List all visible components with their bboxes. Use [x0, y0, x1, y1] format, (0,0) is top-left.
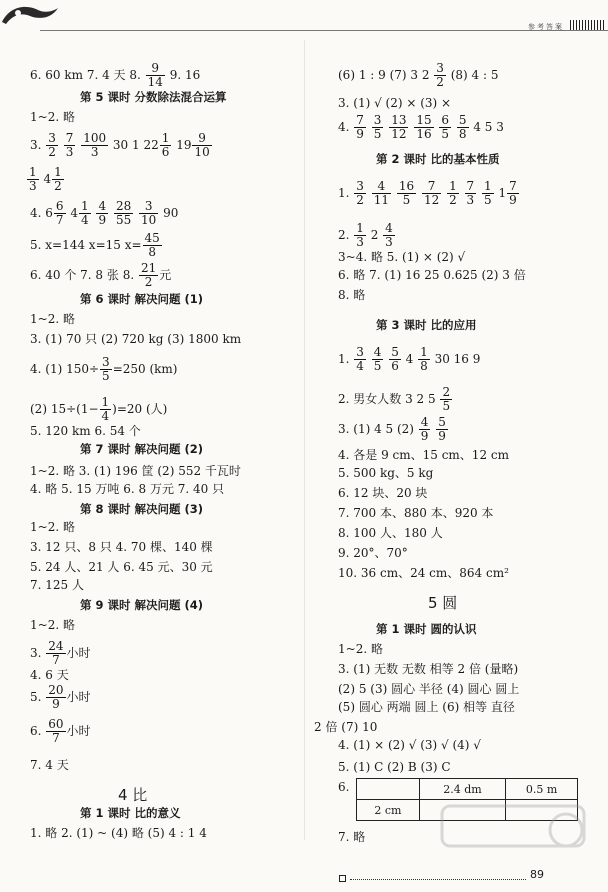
answer-line	[338, 114, 504, 141]
fraction-denominator: 8	[148, 245, 156, 259]
answer-line	[338, 96, 451, 110]
section-heading: 第 3 课时 比的应用	[376, 318, 477, 332]
answer-text: 1.	[338, 186, 354, 200]
answer-line	[338, 466, 433, 480]
answer-line	[338, 682, 519, 696]
answer-text: 6. 12 块、20 块	[338, 486, 428, 500]
answer-line	[30, 132, 213, 159]
answer-text: 5. 24 人、21 人 6. 45 元、30 元	[30, 560, 213, 574]
fraction	[46, 684, 65, 711]
fraction	[139, 262, 158, 289]
fraction-numerator: 3	[436, 61, 444, 75]
fraction	[54, 200, 66, 227]
fraction-numerator: 1	[420, 345, 428, 359]
answer-text: 1~2. 略	[30, 520, 75, 534]
answer-text	[92, 206, 96, 220]
answer-text: 1~2. 略	[338, 642, 383, 656]
answer-line	[30, 540, 213, 554]
fraction-denominator: 12	[391, 127, 407, 141]
answer-line	[30, 520, 75, 534]
answer-line	[30, 262, 171, 289]
fraction	[64, 132, 76, 159]
answer-line	[26, 166, 65, 193]
fraction	[81, 132, 108, 159]
section-heading: 第 6 课时 解决问题 (1)	[80, 292, 204, 306]
fraction	[354, 180, 366, 207]
answer-line	[338, 830, 365, 844]
fraction-denominator: 6	[391, 359, 399, 373]
answer-line	[338, 760, 451, 774]
fraction	[434, 62, 446, 89]
fraction-numerator: 6	[441, 113, 450, 127]
fraction	[418, 346, 430, 373]
fraction-numerator: 45	[144, 231, 160, 245]
page-number: 89	[530, 868, 544, 881]
answer-text: 8. 100 人、180 人	[338, 526, 443, 540]
fraction-denominator: 10	[194, 145, 210, 159]
answer-text	[452, 120, 456, 134]
fraction-denominator: 8	[458, 127, 467, 141]
answer-line	[338, 222, 396, 249]
answer-line	[30, 578, 84, 592]
fraction	[507, 180, 519, 207]
fraction-denominator: 2	[449, 193, 457, 207]
answer-text: 4. (1) × (2) √ (3) √ (4) √	[338, 738, 481, 752]
answer-line	[338, 346, 480, 373]
answer-line	[30, 560, 213, 574]
fraction-numerator: 3	[48, 131, 56, 145]
fraction-denominator: 5	[373, 127, 382, 141]
fraction-denominator: 12	[423, 193, 440, 207]
fraction	[192, 132, 211, 159]
fraction-numerator: 3	[102, 355, 110, 369]
answer-line	[30, 482, 224, 496]
fraction-numerator: 9	[146, 62, 165, 76]
fraction-denominator: 9	[509, 193, 517, 207]
fraction	[114, 200, 133, 227]
fraction	[389, 114, 408, 141]
answer-line	[338, 546, 408, 560]
fraction	[372, 114, 384, 141]
fraction	[354, 346, 366, 373]
fraction	[414, 114, 433, 141]
answer-text: 3.	[30, 646, 46, 660]
answer-text: 3. (1) 70 只 (2) 720 kg (3) 1800 km	[30, 332, 242, 346]
fraction	[439, 114, 451, 141]
ink-brush-icon	[0, 0, 60, 30]
fraction	[419, 416, 431, 443]
answer-text	[109, 206, 113, 220]
answer-text: 9. 16	[165, 68, 201, 82]
fraction-denominator: 3	[466, 193, 475, 207]
answer-text	[367, 120, 371, 134]
fraction-denominator: 9	[52, 697, 60, 711]
fraction-numerator: 3	[373, 113, 382, 127]
answer-line	[30, 718, 91, 745]
fraction-numerator: 100	[83, 131, 107, 145]
fraction-numerator: 4	[420, 415, 429, 429]
answer-text: 小时	[66, 646, 91, 660]
column-divider	[304, 40, 305, 840]
answer-text: 6.	[338, 780, 350, 794]
section-heading: 第 5 课时 分数除法混合运算	[80, 90, 227, 104]
answer-text: 1. 略 2. (1) ~ (4) 略 (5) 4 : 1 4	[30, 826, 207, 840]
fraction-numerator: 3	[356, 345, 364, 359]
answer-text: 小时	[66, 690, 91, 704]
fraction-numerator: 1	[29, 165, 37, 179]
answer-text: 5. x=144 x=15 x=	[30, 238, 142, 252]
fraction-numerator: 7	[422, 180, 441, 194]
answer-line	[338, 700, 515, 714]
answer-line	[338, 416, 449, 443]
fraction-denominator: 7	[52, 731, 60, 745]
answer-text: =250 (km)	[112, 362, 178, 376]
answer-text: 9. 20°、70°	[338, 546, 408, 560]
fraction-numerator: 6	[55, 199, 64, 213]
table-cell	[357, 779, 420, 800]
answer-line	[314, 720, 377, 734]
fraction-denominator: 3	[65, 145, 74, 159]
fraction	[389, 346, 401, 373]
fraction-denominator: 5	[441, 127, 450, 141]
fraction-denominator: 7	[55, 213, 64, 227]
fraction-numerator: 1	[161, 131, 170, 145]
answer-line	[338, 780, 349, 794]
fraction-numerator: 15	[416, 113, 432, 127]
fraction	[27, 166, 39, 193]
fraction-denominator: 5	[442, 399, 451, 413]
fraction	[354, 114, 366, 141]
footer-square-icon	[339, 875, 346, 882]
answer-line	[338, 662, 518, 676]
answer-line	[30, 356, 177, 383]
fraction-denominator: 16	[416, 127, 432, 141]
answer-line	[30, 640, 91, 667]
fraction	[79, 200, 91, 227]
fraction-numerator: 1	[356, 221, 364, 235]
answer-text: 5. 500 kg、5 kg	[338, 466, 434, 480]
answer-text: 8. 略	[338, 288, 366, 302]
answer-line	[30, 758, 69, 772]
section-heading: 第 1 课时 比的意义	[80, 806, 181, 820]
answer-text	[59, 138, 63, 152]
fraction-numerator: 21	[140, 261, 157, 275]
fraction-denominator: 3	[356, 235, 364, 249]
answer-text: 5. (1) C (2) B (3) C	[338, 760, 451, 774]
fraction-numerator: 1	[484, 179, 492, 193]
fraction-denominator: 9	[420, 429, 429, 443]
answer-text: (8) 4 : 5	[446, 68, 499, 82]
answer-text: 1~2. 略	[30, 110, 75, 124]
fraction-numerator: 4	[372, 180, 391, 194]
answer-line	[338, 62, 499, 89]
fraction	[160, 132, 172, 159]
answer-line	[30, 826, 207, 840]
fraction-numerator: 24	[48, 639, 64, 653]
section-heading: 第 9 课时 解决问题 (4)	[80, 598, 204, 612]
fraction	[436, 416, 448, 443]
fraction-denominator: 2	[356, 193, 364, 207]
answer-line	[338, 268, 526, 282]
answer-line	[30, 424, 141, 438]
answer-line	[30, 618, 75, 632]
answer-line	[30, 200, 178, 227]
fraction-numerator: 7	[356, 113, 364, 127]
answer-text	[384, 120, 388, 134]
answer-text: 3. (1) √ (2) × (3) ×	[338, 96, 452, 110]
answer-text: )=20 (人)	[112, 402, 168, 416]
answer-line	[30, 464, 241, 478]
fraction-denominator: 2	[436, 75, 444, 89]
answer-text	[435, 120, 439, 134]
answer-text: (6) 1 : 9 (7) 3 2	[338, 68, 434, 82]
answer-text: 6. 40 个 7. 8 张 8.	[30, 268, 138, 282]
answer-text: 2	[366, 228, 383, 242]
answer-text: 4. 6 天	[30, 668, 69, 682]
fraction-numerator: 9	[192, 132, 211, 146]
chapter-title: 4 比	[118, 786, 148, 804]
fraction	[143, 232, 162, 259]
fraction-denominator: 9	[356, 127, 364, 141]
answer-text: 6. 60 km 7. 4 天 8.	[30, 68, 145, 82]
answer-text: 19	[172, 138, 192, 152]
answer-line	[338, 180, 520, 207]
answer-line	[338, 250, 465, 264]
answer-text: 4. 6	[30, 206, 53, 220]
fraction	[46, 132, 58, 159]
fraction-denominator: 11	[373, 193, 390, 207]
fraction-numerator: 1	[81, 199, 89, 213]
fraction	[139, 200, 158, 227]
answer-line	[30, 232, 163, 259]
table-cell: 2 cm	[357, 800, 420, 821]
answer-line	[338, 448, 509, 462]
fraction-numerator: 7	[466, 179, 475, 193]
answer-line	[338, 642, 383, 656]
fraction-numerator: 13	[391, 113, 407, 127]
answer-line	[338, 506, 493, 520]
answer-text: 2.	[338, 228, 354, 242]
fraction-numerator: 2	[442, 385, 451, 399]
answer-text	[367, 186, 371, 200]
answer-text	[392, 186, 396, 200]
fraction-denominator: 4	[81, 213, 89, 227]
fraction-denominator: 7	[52, 653, 60, 667]
answer-line	[30, 396, 167, 423]
answer-line	[30, 110, 75, 124]
answer-text	[431, 422, 435, 436]
answer-text: 2. 男女人数 3 2 5	[338, 392, 440, 406]
answer-text: 1.	[338, 352, 354, 366]
answer-line	[338, 288, 365, 302]
answer-text: 1	[494, 186, 507, 200]
answer-text: (5) 圆心 两端 圆上 (6) 相等 直径	[338, 700, 515, 714]
fraction-numerator: 60	[48, 717, 64, 731]
fraction	[52, 166, 64, 193]
answer-text: 4 5 3	[469, 120, 504, 134]
answer-text: 7. 略	[338, 830, 366, 844]
fraction-numerator: 4	[385, 221, 393, 235]
answer-text: 2 倍 (7) 10	[314, 720, 378, 734]
answer-line	[338, 386, 453, 413]
answer-text	[134, 206, 138, 220]
answer-text: 4. 各是 9 cm、15 cm、12 cm	[338, 448, 509, 462]
answer-text: 7. 4 天	[30, 758, 69, 772]
answer-text	[442, 186, 446, 200]
fraction-denominator: 5	[402, 193, 411, 207]
table-row	[357, 779, 578, 800]
fraction-denominator: 3	[90, 145, 99, 159]
fraction-denominator: 4	[101, 409, 110, 423]
answer-text	[76, 138, 80, 152]
answer-line	[338, 486, 427, 500]
fraction	[354, 222, 366, 249]
fraction-numerator: 4	[373, 345, 382, 359]
fraction-denominator: 9	[438, 429, 446, 443]
answer-text: 元	[159, 268, 172, 282]
footer-dotted-rule	[350, 879, 526, 880]
answer-line	[30, 668, 69, 682]
fraction	[440, 386, 452, 413]
answer-text: 1~2. 略	[30, 312, 75, 326]
answer-text: 90	[159, 206, 179, 220]
answer-text: (2) 5 (3) 圆心 半径 (4) 圆心 圆上	[338, 682, 520, 696]
table-cell: 0.5 m	[506, 779, 578, 800]
answer-line	[30, 684, 91, 711]
answer-line	[338, 526, 443, 540]
answer-text	[409, 120, 413, 134]
answer-text: 1~2. 略	[30, 618, 75, 632]
answer-text: 4.	[338, 120, 354, 134]
answer-text: 3.	[30, 138, 46, 152]
fraction-numerator: 4	[98, 199, 107, 213]
answer-line	[338, 566, 509, 580]
answer-text: 6. 略 7. (1) 16 25 0.625 (2) 3 倍	[338, 268, 526, 282]
section-heading: 第 8 课时 解决问题 (3)	[80, 502, 204, 516]
fraction	[100, 356, 112, 383]
chapter-title: 5 圆	[428, 594, 458, 612]
fraction-numerator: 3	[139, 200, 158, 214]
fraction-numerator: 16	[398, 179, 415, 193]
answer-text	[417, 186, 421, 200]
fraction-denominator: 9	[98, 213, 107, 227]
fraction-denominator: 2	[48, 145, 56, 159]
answer-text: 4. 略 5. 15 万吨 6. 8 万元 7. 40 只	[30, 482, 225, 496]
fraction	[397, 180, 416, 207]
answer-text: (2) 15÷(1−	[30, 402, 99, 416]
page-header	[0, 0, 608, 40]
header-rule	[40, 30, 608, 31]
answer-text: 4	[39, 172, 52, 186]
fraction-numerator: 5	[391, 345, 399, 359]
fraction-numerator: 7	[65, 131, 74, 145]
fraction-denominator: 10	[141, 213, 157, 227]
fraction	[482, 180, 494, 207]
answer-text: 3. 12 只、8 只 4. 70 棵、140 棵	[30, 540, 213, 554]
answer-text: 4	[401, 352, 418, 366]
fraction	[383, 222, 395, 249]
fraction	[465, 180, 477, 207]
fraction-numerator: 5	[458, 113, 467, 127]
answer-text: 3. (1) 无数 无数 相等 2 倍 (量略)	[338, 662, 519, 676]
fraction-denominator: 14	[147, 75, 163, 89]
answer-text: 3. (1) 4 5 (2)	[338, 422, 418, 436]
fraction	[96, 200, 108, 227]
fraction-numerator: 5	[438, 415, 446, 429]
fraction-numerator: 1	[101, 395, 110, 409]
answer-line	[30, 62, 200, 89]
fraction-denominator: 8	[420, 359, 428, 373]
fraction	[46, 718, 65, 745]
answer-line	[30, 312, 75, 326]
fraction-numerator: 3	[356, 179, 364, 193]
answer-text: 7. 125 人	[30, 578, 84, 592]
fraction-numerator: 7	[509, 179, 517, 193]
answer-text: 1~2. 略 3. (1) 196 筐 (2) 552 千瓦时	[30, 464, 241, 478]
fraction	[100, 396, 112, 423]
fraction	[146, 62, 165, 89]
answer-text: 6.	[30, 724, 46, 738]
watermark-logo	[438, 800, 588, 870]
answer-text: 30 1 22	[109, 138, 159, 152]
fraction	[372, 180, 391, 207]
fraction-numerator: 1	[54, 165, 62, 179]
answer-text: 10. 36 cm、24 cm、864 cm²	[338, 566, 509, 580]
fraction-numerator: 20	[48, 683, 64, 697]
fraction-denominator: 3	[29, 179, 37, 193]
header-title: 参考答案	[528, 23, 564, 31]
table-cell: 2.4 dm	[419, 779, 505, 800]
fraction-numerator: 1	[449, 179, 457, 193]
answer-text	[477, 186, 481, 200]
fraction-denominator: 4	[356, 359, 364, 373]
fraction	[422, 180, 441, 207]
fraction	[372, 346, 384, 373]
answer-text: 4. (1) 150÷	[30, 362, 100, 376]
answer-text: 4	[66, 206, 78, 220]
fraction-denominator: 2	[54, 179, 62, 193]
fraction-denominator: 5	[373, 359, 382, 373]
answer-text	[367, 352, 371, 366]
fraction-denominator: 6	[161, 145, 170, 159]
fraction-denominator: 55	[115, 213, 132, 227]
fraction-denominator: 3	[385, 235, 393, 249]
answer-text: 3~4. 略 5. (1) × (2) √	[338, 250, 466, 264]
fraction-denominator: 2	[144, 275, 153, 289]
fraction	[447, 180, 459, 207]
answer-text	[384, 352, 388, 366]
answer-text: 小时	[66, 724, 91, 738]
answer-text: 5. 120 km 6. 54 个	[30, 424, 141, 438]
answer-text: 30 16 9	[430, 352, 481, 366]
fraction-denominator: 5	[484, 193, 492, 207]
answer-text: 5.	[30, 690, 46, 704]
answer-line	[338, 738, 481, 752]
fraction-numerator: 28	[115, 199, 132, 213]
fraction	[457, 114, 469, 141]
answer-text: 7. 700 本、880 本、920 本	[338, 506, 494, 520]
header-barcode-icon	[570, 20, 604, 30]
section-heading: 第 7 课时 解决问题 (2)	[80, 442, 204, 456]
answer-line	[30, 332, 241, 346]
section-heading: 第 1 课时 圆的认识	[376, 622, 477, 636]
section-heading: 第 2 课时 比的基本性质	[376, 152, 500, 166]
answer-text	[460, 186, 464, 200]
fraction-denominator: 5	[102, 369, 110, 383]
fraction	[46, 640, 65, 667]
